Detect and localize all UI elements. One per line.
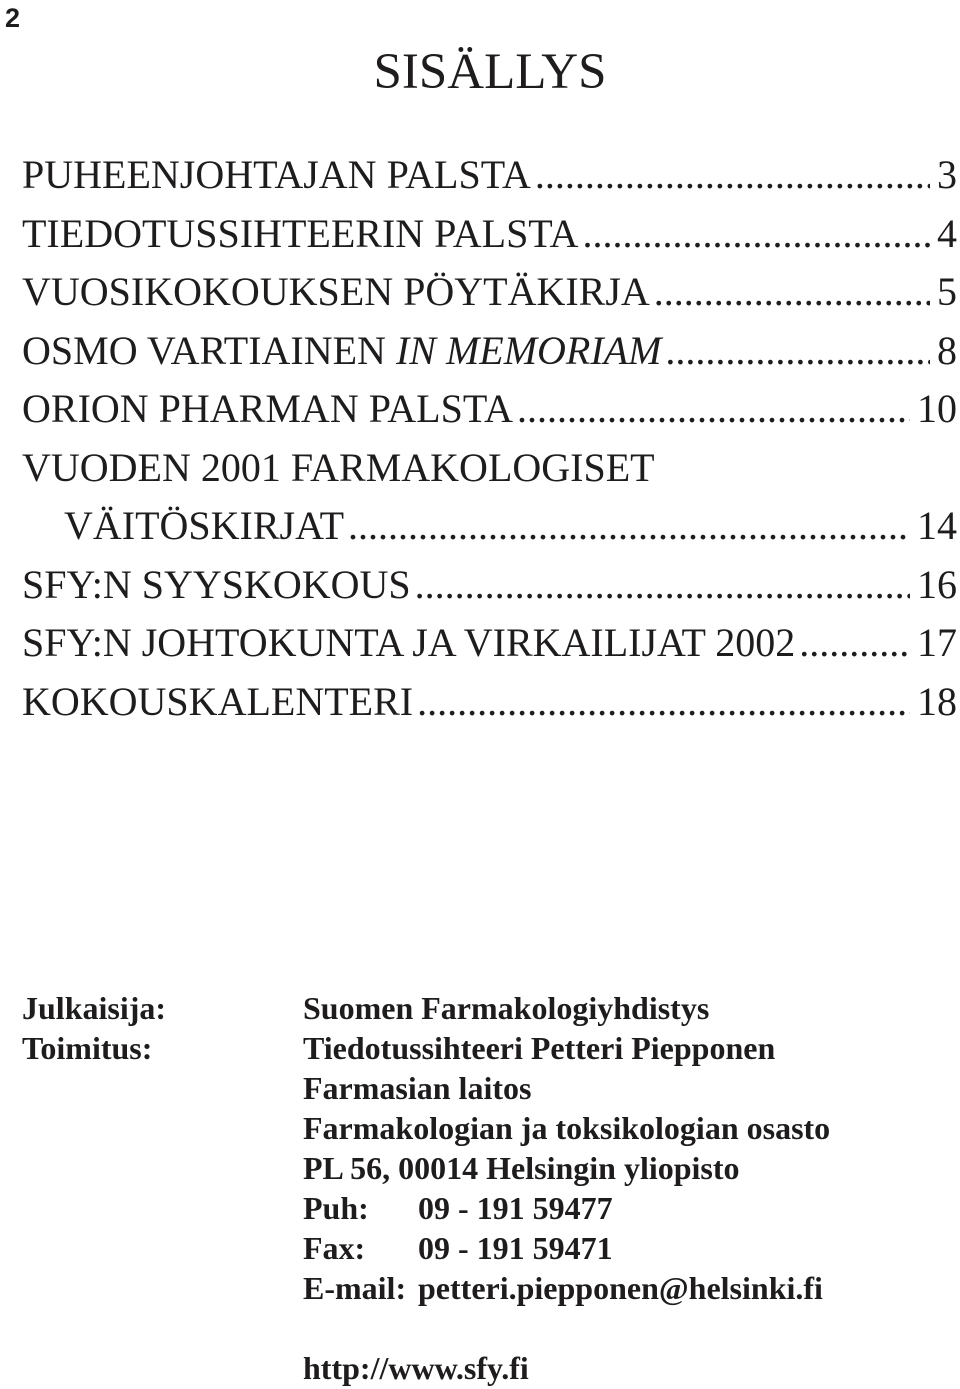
phone-number: 09 - 191 59477 — [418, 1190, 613, 1226]
toc-entry-vuosikokouksen-poytakirja — [22, 263, 957, 322]
editor-name: Tiedotussihteeri Petteri Piepponen — [303, 1030, 776, 1066]
editor-label: Toimitus: — [22, 1030, 153, 1066]
dot-leader — [415, 556, 910, 615]
toc-entry-vaitoskirjat-line2 — [22, 497, 957, 556]
toc-entry-orion-pharman-palsta — [22, 380, 957, 439]
spacer — [22, 1308, 957, 1348]
editor-row — [22, 1028, 957, 1068]
table-of-contents — [22, 146, 957, 731]
fax-row — [22, 1228, 957, 1268]
address-line — [22, 1108, 957, 1148]
fax-label: Fax: — [303, 1230, 366, 1266]
address-line — [22, 1068, 957, 1108]
dot-leader — [665, 322, 930, 381]
phone-label: Puh: — [303, 1190, 369, 1226]
toc-entry-title: SFY:N JOHTOKUNTA JA VIRKAILIJAT 2002 — [22, 620, 796, 665]
publisher-row — [22, 988, 957, 1028]
phone-row — [22, 1188, 957, 1228]
colophon — [22, 988, 957, 1388]
toc-entry-title-continuation: VÄITÖSKIRJAT — [64, 503, 344, 548]
toc-entry-title: ORION PHARMAN PALSTA — [22, 386, 513, 431]
address-line — [22, 1148, 957, 1188]
dot-leader — [348, 497, 910, 556]
toc-page-number: 14 — [917, 503, 957, 548]
toc-page-number: 8 — [937, 327, 957, 373]
toc-page-number: 18 — [917, 678, 957, 724]
toc-page-number: 3 — [937, 152, 957, 197]
email-address-link[interactable]: petteri.piepponen@helsinki.fi — [418, 1270, 823, 1306]
dot-leader — [799, 614, 910, 673]
toc-entry-vaitoskirjat-line1 — [22, 439, 957, 498]
toc-page-number: 16 — [917, 561, 957, 607]
dot-leader — [654, 263, 930, 322]
website-link[interactable]: http://www.sfy.fi — [303, 1350, 529, 1386]
fax-number: 09 - 191 59471 — [418, 1230, 613, 1266]
dot-leader — [517, 380, 910, 439]
toc-entry-title: TIEDOTUSSIHTEERIN PALSTA — [22, 210, 579, 256]
toc-entry-kokouskalenteri — [22, 673, 957, 732]
email-label: E-mail: — [303, 1270, 407, 1306]
publisher-label: Julkaisija: — [22, 990, 167, 1026]
toc-page-number: 17 — [917, 620, 957, 665]
address-division: Farmakologian ja toksikologian osasto — [303, 1110, 831, 1146]
toc-entry-title-main: OSMO VARTIAINEN — [22, 327, 386, 373]
toc-entry-title: PUHEENJOHTAJAN PALSTA — [22, 152, 531, 197]
toc-entry-tiedotussihteerin-palsta — [22, 205, 957, 264]
email-row — [22, 1268, 957, 1308]
toc-page-number: 5 — [937, 269, 957, 314]
dot-leader — [535, 146, 930, 205]
toc-entry-title: VUODEN 2001 FARMAKOLOGISET — [22, 444, 655, 490]
toc-entry-puheenjohtajan-palsta — [22, 146, 957, 205]
dot-leader — [417, 673, 910, 732]
page-title: SISÄLLYS — [373, 44, 607, 100]
toc-entry-title — [22, 322, 661, 381]
page-number: 2 — [5, 3, 21, 33]
toc-entry-osmo-vartiainen — [22, 322, 957, 381]
toc-entry-sfy-johtokunta — [22, 614, 957, 673]
toc-page-number: 4 — [937, 210, 957, 256]
dot-leader — [582, 205, 930, 264]
toc-entry-sfy-syyskokous — [22, 556, 957, 615]
toc-entry-title: VUOSIKOKOUKSEN PÖYTÄKIRJA — [22, 269, 650, 314]
publisher-name: Suomen Farmakologiyhdistys — [303, 990, 710, 1026]
address-department: Farmasian laitos — [303, 1070, 532, 1106]
toc-entry-title-italic: IN MEMORIAM — [395, 327, 662, 373]
website-row — [22, 1348, 957, 1388]
toc-entry-title: KOKOUSKALENTERI — [22, 678, 414, 724]
toc-entry-title: SFY:N SYYSKOKOUS — [22, 561, 411, 607]
toc-page-number: 10 — [917, 386, 957, 431]
address-postal: PL 56, 00014 Helsingin yliopisto — [303, 1150, 740, 1186]
